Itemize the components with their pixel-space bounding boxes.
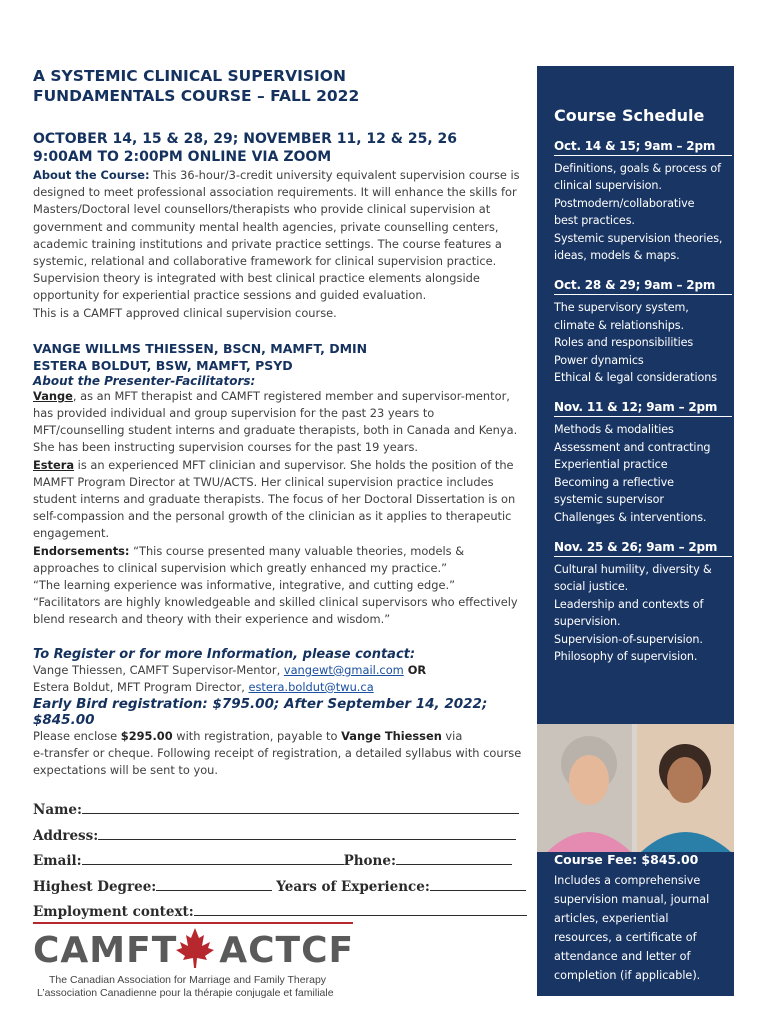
- experience-label: Years of Experience:: [276, 878, 430, 895]
- schedule-session: [554, 540, 732, 665]
- schedule-sidebar: [537, 66, 734, 996]
- vange-bio-text: , as an MFT therapist and CAMFT registered member and supervisor-mentor, has provided individual and group supervision for the past 23 years to MFT/counselling student interns and graduate therapists, both in Canada and Kenya. She has been instructing supervision courses for the past 19 years.: [33, 388, 518, 455]
- session-topic: ideas, models & maps.: [554, 249, 680, 263]
- session-topic: Philosophy of supervision.: [554, 649, 698, 663]
- session-topic: Challenges & interventions.: [554, 510, 707, 524]
- estera-bio: [33, 457, 523, 543]
- or-text: OR: [403, 662, 427, 677]
- session-topic: Systemic supervision theories,: [554, 231, 723, 245]
- fee-detail-line: supervision manual, journal: [554, 893, 710, 906]
- deposit-amount: $295.00: [120, 729, 173, 744]
- session-topic: Power dynamics: [554, 353, 644, 367]
- dates-line-2: 9:00AM TO 2:00PM ONLINE VIA ZOOM: [33, 149, 332, 165]
- session-date: Nov. 25 & 26; 9am – 2pm: [554, 540, 732, 557]
- fee-detail-line: articles, experiential: [554, 912, 669, 925]
- vange-email-link[interactable]: vangewt@gmail.com: [283, 662, 404, 677]
- page-title: [33, 66, 523, 106]
- logo-rule: [33, 922, 353, 924]
- name-label: Name:: [33, 802, 82, 818]
- enclose-prefix: Please enclose: [33, 729, 121, 744]
- session-topic: supervision.: [554, 615, 621, 629]
- about-course-text: This 36-hour/3-credit university equivalent supervision course is designed to meet professional association requirements. It will enhance the skills for Masters/Doctoral level counsellors/therapists who provide clinical supervision at government and community mental health agencies, private counselling centers, academic training institutions and private practice settings. The course features a systemic, relational and collaborative framework for clinical supervision practice. Supervision theory is integrated with best clinical practice elements alongside opportunity for experiential practice sessions and guided evaluation.: [33, 168, 520, 303]
- register-heading: To Register or for more Information, please contact:: [33, 646, 416, 662]
- session-topic: Experiential practice: [554, 458, 668, 472]
- session-list: [554, 139, 732, 665]
- form-row-degree: [33, 875, 523, 901]
- session-topic: Definitions, goals & process of: [554, 162, 721, 175]
- contact-estera-label: Estera Boldut, MFT Program Director,: [33, 679, 249, 694]
- session-date: Oct. 28 & 29; 9am – 2pm: [554, 278, 732, 295]
- presenters-heading: [33, 340, 523, 374]
- schedule-session: [554, 139, 732, 264]
- degree-label: Highest Degree:: [33, 878, 157, 895]
- endorsement-3: “Facilitators are highly knowledgeable and skilled clinical supervisors who effectively blend research and theory with their experience and wisdom.”: [33, 595, 518, 627]
- schedule-title: Course Schedule: [554, 106, 705, 125]
- main-column: [33, 66, 523, 780]
- dates-line-1: OCTOBER 14, 15 & 28, 29; NOVEMBER 11, 12 & 25, 26: [33, 131, 457, 147]
- session-topic: social justice.: [554, 580, 629, 594]
- phone-label: Phone:: [343, 853, 396, 869]
- session-topic: Leadership and contexts of: [554, 597, 704, 611]
- session-topic: Roles and responsibilities: [554, 336, 694, 350]
- endorsement-1: “This course presented many valuable theories, models & approaches to clinical supervision which greatly enhanced my practice.”: [33, 543, 465, 575]
- contact-estera: [33, 679, 523, 696]
- logo-subtitle-en: The Canadian Association for Marriage and Family Therapy: [49, 974, 327, 986]
- email-label: Email:: [33, 853, 82, 869]
- form-row-address: [33, 824, 523, 850]
- about-course: [33, 167, 523, 305]
- logo-subtitle-fr: L’association Canadienne pour la thérapie conjugale et familiale: [37, 987, 334, 999]
- early-bird-pricing: Early Bird registration: $795.00; After September 14, 2022; $845.00: [33, 696, 488, 729]
- enclose-instructions: [33, 728, 523, 745]
- camft-approved-note: This is a CAMFT approved clinical supervision course.: [33, 305, 337, 320]
- session-topic: systemic supervisor: [554, 493, 664, 507]
- about-course-label: About the Course:: [33, 168, 150, 182]
- fee-details: [554, 871, 732, 985]
- estera-email-link[interactable]: estera.boldut@twu.ca: [248, 679, 374, 694]
- endorsements: [33, 543, 523, 577]
- estera-name: Estera: [33, 457, 75, 472]
- fee-title: Course Fee: $845.00: [554, 852, 699, 867]
- maple-leaf-icon: [173, 926, 217, 970]
- session-topic: Cultural humility, diversity &: [554, 562, 712, 576]
- session-topic: Postmodern/collaborative: [554, 196, 695, 210]
- session-topic: clinical supervision.: [554, 179, 662, 193]
- registration-form: [33, 798, 523, 926]
- endorsements-label: Endorsements:: [33, 543, 130, 558]
- session-topic: Ethical & legal considerations: [554, 371, 717, 385]
- employment-field[interactable]: [194, 901, 527, 916]
- experience-field[interactable]: [430, 876, 526, 891]
- session-topic: Supervision-of-supervision.: [554, 632, 703, 646]
- contact-vange: [33, 662, 523, 679]
- contact-vange-label: Vange Thiessen, CAMFT Supervisor-Mentor,: [33, 662, 284, 677]
- fee-detail-line: Includes a comprehensive: [554, 874, 701, 887]
- title-line-2: FUNDAMENTALS COURSE – FALL 2022: [33, 87, 360, 105]
- etransfer-note: e-transfer or cheque. Following receipt of registration, a detailed syllabus with course expectations will be sent to you.: [33, 746, 522, 778]
- logo-camft: CAMFT: [33, 930, 178, 971]
- session-topic: The supervisory system,: [554, 301, 689, 315]
- vange-name: Vange: [33, 388, 73, 403]
- fee-detail-line: attendance and letter of: [554, 950, 691, 963]
- session-date: Oct. 14 & 15; 9am – 2pm: [554, 139, 732, 156]
- camft-logo: [33, 922, 363, 1002]
- session-topic: climate & relationships.: [554, 318, 684, 332]
- phone-field[interactable]: [396, 850, 512, 865]
- fee-detail-line: resources, a certificate of: [554, 931, 697, 944]
- presenter-vange: VANGE WILLMS THIESSEN, BSCN, MAMFT, DMIN: [33, 340, 368, 356]
- address-label: Address:: [33, 827, 99, 844]
- payee-name: Vange Thiessen: [341, 729, 442, 744]
- session-topic: Becoming a reflective: [554, 475, 674, 489]
- degree-field[interactable]: [156, 876, 272, 891]
- fee-detail-line: completion (if applicable).: [554, 969, 701, 982]
- address-field[interactable]: [98, 825, 516, 840]
- session-topic: Assessment and contracting: [554, 440, 711, 454]
- email-field[interactable]: [82, 850, 344, 865]
- session-topic: Methods & modalities: [554, 423, 674, 437]
- presenter-photos: [537, 724, 734, 852]
- endorsement-2: “The learning experience was informative, integrative, and cutting edge.”: [33, 578, 456, 593]
- vange-bio: [33, 388, 523, 457]
- enclose-suffix: via: [441, 729, 463, 744]
- session-topic: best practices.: [554, 214, 635, 228]
- presenter-photo-image: [537, 724, 734, 852]
- logo-actcf: ACTCF: [219, 930, 355, 971]
- employment-label: Employment context:: [33, 904, 194, 920]
- title-line-1: A SYSTEMIC CLINICAL SUPERVISION: [33, 67, 346, 85]
- course-dates: [33, 130, 523, 166]
- course-fee: [554, 852, 732, 985]
- schedule-session: [554, 278, 732, 386]
- estera-bio-text: is an experienced MFT clinician and supervisor. She holds the position of the MAMFT Program Director at TWU/ACTS. Her clinical supervision practice includes student interns and graduate therapists. The focus of her Doctoral Dissertation is on self-compassion and the personal growth of the clinician as it applies to therapeutic engagement.: [33, 457, 516, 541]
- schedule-session: [554, 400, 732, 525]
- form-row-name: [33, 798, 523, 824]
- schedule-content: [554, 106, 732, 679]
- name-field[interactable]: [82, 799, 519, 814]
- presenter-estera: ESTERA BOLDUT, BSW, MAMFT, PSYD: [33, 357, 293, 373]
- form-row-email: [33, 849, 523, 875]
- enclose-mid: with registration, payable to: [172, 729, 342, 744]
- about-presenters-label: About the Presenter-Facilitators:: [33, 373, 256, 388]
- session-date: Nov. 11 & 12; 9am – 2pm: [554, 400, 732, 417]
